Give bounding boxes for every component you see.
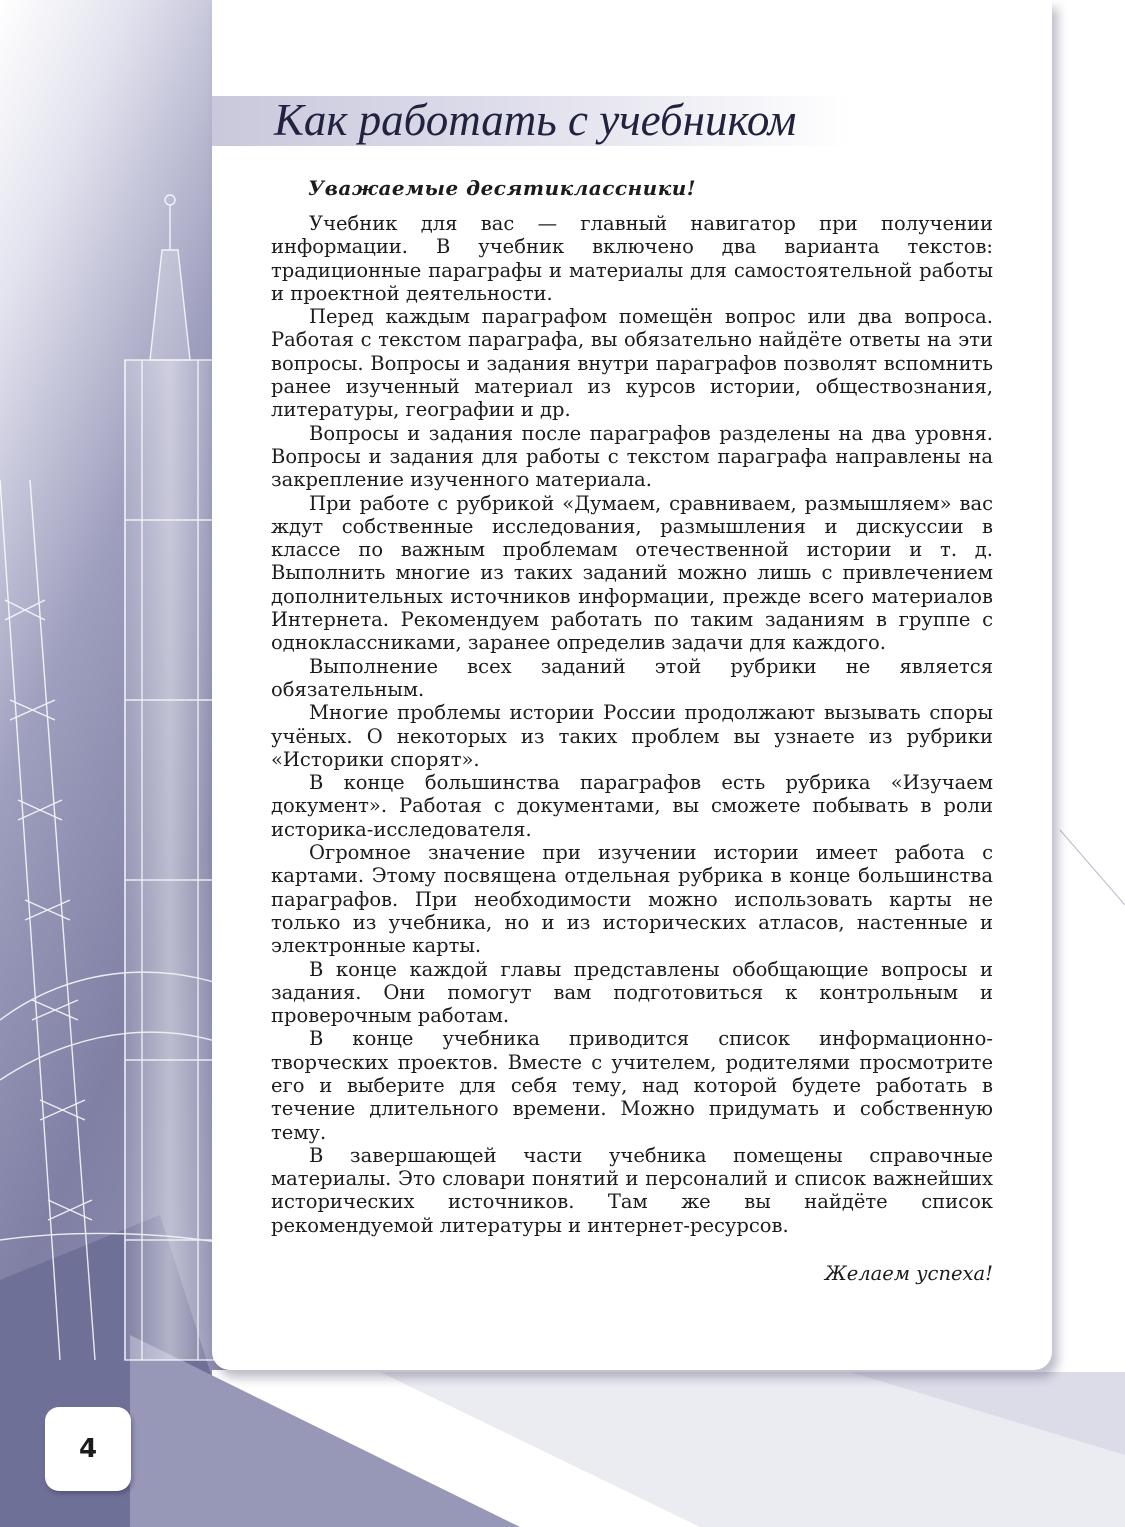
page-title: Как работать с учебником [274, 95, 797, 145]
signoff: Желаем успеха! [824, 1262, 993, 1285]
paragraph: Вопросы и задания после параграфов разделены на два уровня. Вопросы и задания для работы с текстом параграфа направлены на закрепление изученного материала. [271, 421, 993, 492]
paragraph: При работе с рубрикой «Думаем, сравниваем, размышляем» вас ждут собственные исследования, размышления и дискуссии в классе по важным проблемам отечественной истории и т. д. Выполнить многие из таких заданий можно лишь с привлечением дополнительных источников информации, прежде всего материалов Интернета. Рекомендуем работать по таким заданиям в группе с одноклассниками, заранее определив задачи для каждого. [271, 491, 993, 655]
paragraph: Огромное значение при изучении истории имеет работа с картами. Этому посвящена отдельная рубрика в конце большинства параграфов. При необходимости можно использовать карты не только из учебника, но и из исторических атласов, настенные и электронные карты. [271, 841, 993, 958]
content-card [212, 0, 1052, 1370]
paragraph: В завершающей части учебника помещены справочные материалы. Это словари понятий и персоналий и список важнейших исторических источников. Там же вы найдёте список рекомендуемой литературы и интернет-ресурсов. [271, 1143, 993, 1237]
paragraph: В конце большинства параграфов есть рубрика «Изучаем документ». Работая с документами, вы сможете побывать в роли историка-исследователя. [271, 771, 993, 841]
paragraph: В конце каждой главы представлены обобщающие вопросы и задания. Они помогут вам подготовиться к контрольным и проверочным работам. [271, 957, 993, 1028]
paragraph: Многие проблемы истории России продолжают вызывать споры учёных. О некоторых из таких проблем вы узнаете из рубрики «Историки спорят». [271, 701, 993, 771]
greeting: Уважаемые десятиклассники! [308, 176, 697, 200]
paragraph: В конце учебника приводится список информационно-творческих проектов. Вместе с учителем, родителями просмотрите его и выберите для себя тему, над которой будете работать в течение длительного времени. Можно придумать и собственную тему. [271, 1027, 993, 1144]
paragraph: Выполнение всех заданий этой рубрики не является обязательным. [271, 654, 993, 701]
paragraph: Учебник для вас — главный навигатор при получении информации. В учебник включено два варианта текстов: традиционные параграфы и материалы для самостоятельной работы и проектной деятельности. [271, 212, 993, 305]
body-text [271, 212, 993, 1237]
paragraph: Перед каждым параграфом помещён вопрос или два вопроса. Работая с текстом параграфа, вы обязательно найдёте ответы на эти вопросы. Вопросы и задания внутри параграфов позволят вспомнить ранее изученный материал из курсов истории, обществознания, литературы, географии и др. [271, 305, 993, 422]
page-number: 4 [45, 1407, 131, 1491]
